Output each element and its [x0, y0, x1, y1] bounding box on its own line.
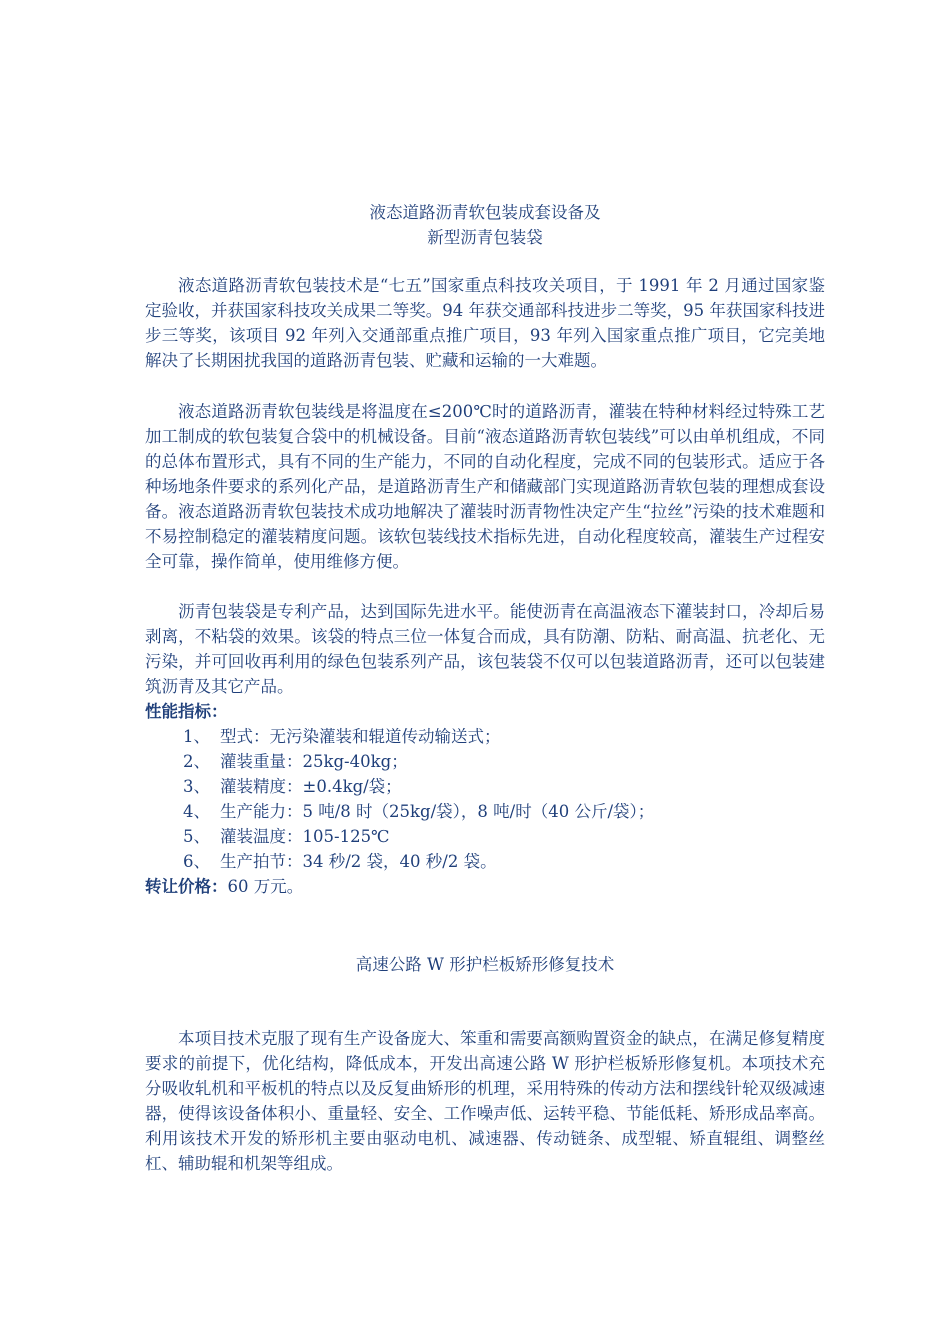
section1-paragraph-3: 沥青包装袋是专利产品，达到国际先进水平。能使沥青在高温液态下灌装封口，冷却后易剥离，不粘袋的效果。该袋的特点三位一体复合而成，具有防潮、防粘、耐高温、抗老化、无污染，并可回收再利用的绿色包装系列产品，该包装袋不仅可以包装道路沥青，还可以包装建筑沥青及其它产品。 [145, 602, 825, 696]
spec-item [145, 799, 825, 824]
section1-title-line2: 新型沥青包装袋 [427, 228, 543, 247]
spec-text: 生产能力：5 吨/8 时（25kg/袋），8 吨/时（40 公斤/袋）； [220, 802, 655, 821]
spec-text: 灌装温度：105-125℃ [220, 827, 390, 846]
section1-paragraph-2: 液态道路沥青软包装线是将温度在≤200℃时的道路沥青，灌装在特种材料经过特殊工艺加工制成的软包装复合袋中的机械设备。目前“液态道路沥青软包装线”可以由单机组成，不同的总体布置形式，具有不同的生产能力，不同的自动化程度，完成不同的包装形式。适应于各种场地条件要求的系列化产品，是道路沥青生产和储藏部门实现道路沥青软包装的理想成套设备。液态道路沥青软包装技术成功地解决了灌装时沥青物性决定产生“拉丝”污染的技术难题和不易控制稳定的灌装精度问题。该软包装线技术指标先进，自动化程度较高，灌装生产过程安全可靠，操作简单，使用维修方便。 [145, 402, 825, 571]
spec-text: 灌装精度：±0.4kg/袋； [220, 777, 402, 796]
spec-number: 3、 [183, 777, 210, 796]
spec-number: 5、 [183, 827, 210, 846]
price-value: 60 万元。 [227, 877, 304, 896]
spec-number: 6、 [183, 852, 210, 871]
price-label: 转让价格： [145, 877, 228, 896]
spec-number: 1、 [183, 727, 210, 746]
section2-title-text: 高速公路 W 形护栏板矫形修复技术 [355, 955, 615, 974]
section2-title [145, 952, 825, 977]
spec-text: 灌装重量：25kg-40kg； [220, 752, 408, 771]
section1-title-line1: 液态道路沥青软包装成套设备及 [369, 203, 601, 222]
section1-paragraph-1: 液态道路沥青软包装技术是“七五”国家重点科技攻关项目，于 1991 年 2 月通过国家鉴定验收，并获国家科技攻关成果二等奖。94 年获交通部科技进步二等奖，95 年获国家科技进步三等奖，该项目 92 年列入交通部重点推广项目，93 年列入国家重点推广项目，它完美地解决了长期困扰我国的道路沥青包装、贮藏和运输的一大难题。 [145, 276, 825, 370]
spec-item [145, 724, 825, 749]
spec-item [145, 774, 825, 799]
section1-title [145, 200, 825, 250]
spec-text: 型式：无污染灌装和辊道传动输送式； [220, 727, 501, 746]
transfer-price [145, 874, 303, 899]
spec-number: 2、 [183, 752, 210, 771]
spec-item [145, 824, 825, 849]
spec-number: 4、 [183, 802, 210, 821]
spec-text: 生产拍节：34 秒/2 袋，40 秒/2 袋。 [220, 852, 497, 871]
spec-list [145, 724, 825, 874]
spec-item [145, 749, 825, 774]
section2-paragraph-1: 本项目技术克服了现有生产设备庞大、笨重和需要高额购置资金的缺点，在满足修复精度要求的前提下，优化结构，降低成本，开发出高速公路 W 形护栏板矫形修复机。本项技术充分吸收轧机和平板机的特点以及反复曲矫形的机理，采用特殊的传动方法和摆线针轮双级减速器，使得该设备体积小、重量轻、安全、工作噪声低、运转平稳、节能低耗、矫形成品率高。利用该技术开发的矫形机主要由驱动电机、减速器、传动链条、成型辊、矫直辊组、调整丝杠、辅助辊和机架等组成。 [145, 1029, 825, 1173]
spec-item [145, 849, 825, 874]
spec-label: 性能指标： [145, 702, 228, 721]
